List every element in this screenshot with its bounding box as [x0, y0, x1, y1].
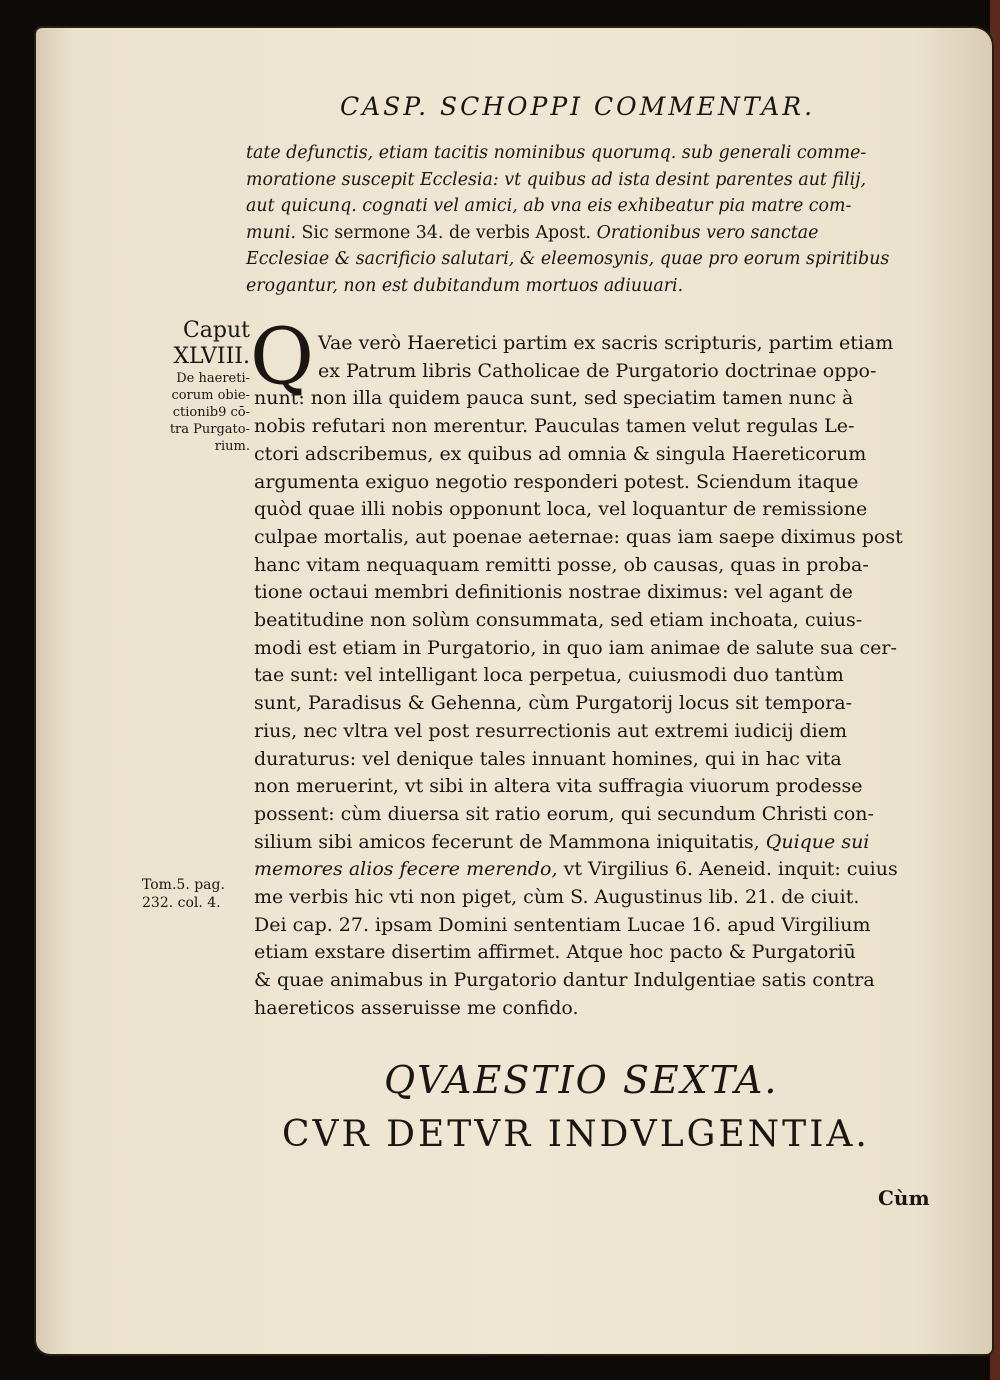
- body-line: argumenta exiguo negotio responderi potest. Sciendum itaque: [254, 470, 859, 493]
- quote-line: [246, 220, 936, 247]
- body-line: tae sunt: vel intelligant loca perpetua, cuiusmodi duo tantùm: [254, 664, 844, 687]
- question-subtitle: CVR DETVR INDVLGENTIA.: [282, 1114, 870, 1155]
- margin-reference-line: Tom.5. pag.: [142, 877, 225, 893]
- body-line-italic: Quique sui: [765, 830, 870, 853]
- body-line: etiam exstare disertim affirmet. Atque hoc pacto & Purgatoriū: [254, 941, 856, 964]
- body-line: beatitudine non solùm consummata, sed etiam inchoata, cuius-: [254, 609, 863, 632]
- body-line: sunt, Paradisus & Gehenna, cùm Purgatorij locus sit tempora-: [254, 692, 853, 715]
- quote-line-italic: Orationibus vero sanctae: [596, 222, 819, 243]
- catchword: Cùm: [878, 1186, 930, 1210]
- body-line: nunt: non illa quidem pauca sunt, sed speciatim tamen nunc à: [254, 387, 854, 410]
- body-line: [254, 856, 944, 884]
- chapter-number: XLVIII.: [173, 344, 250, 369]
- chapter-margin-heading: [130, 318, 250, 455]
- margin-reference-line: 232. col. 4.: [142, 895, 221, 911]
- margin-note-line: rium.: [214, 439, 250, 454]
- quote-line: aut quicunq. cognati vel amici, ab vna eis exhibeatur pia matre com-: [246, 196, 852, 217]
- body-line: possent: cùm diuersa sit ratio eorum, qui secundum Christi con-: [254, 802, 874, 825]
- body-line-text: silium sibi amicos fecerunt de Mammona iniquitatis,: [254, 830, 760, 853]
- quote-citation: Sic sermone 34. de verbis Apost.: [301, 222, 592, 243]
- margin-note-line: ctionib9 cō-: [172, 405, 250, 420]
- body-line: duraturus: vel denique tales innuant homines, qui in hac vita: [254, 747, 842, 770]
- body-line: haereticos asseruisse me confido.: [254, 996, 579, 1019]
- quote-line: erogantur, non est dubitandum mortuos adiuuari.: [246, 275, 684, 296]
- quote-line: moratione suscepit Ecclesia: vt quibus ad ista desint parentes aut filij,: [246, 169, 867, 190]
- body-line-italic: memores alios fecere merendo,: [254, 858, 558, 881]
- body-line: ctori adscribemus, ex quibus ad omnia & singula Haereticorum: [254, 442, 867, 465]
- body-line: quòd quae illi nobis opponunt loca, vel loquantur de remissione: [254, 498, 868, 521]
- body-line: hanc vitam nequaquam remitti posse, ob causas, quas in proba-: [254, 553, 869, 576]
- caput-label: Caput: [182, 318, 250, 343]
- body-line-text: vt Virgilius 6. Aeneid. inquit: cuius: [563, 858, 898, 881]
- body-line: culpae mortalis, aut poenae aeternae: quas iam saepe diximus post: [254, 525, 903, 548]
- body-line: nobis refutari non merentur. Pauculas tamen velut regulas Le-: [254, 415, 855, 438]
- body-line: [254, 829, 944, 857]
- margin-note-line: corum obie-: [171, 388, 250, 403]
- quote-line: tate defunctis, etiam tacitis nominibus quorumq. sub generali comme-: [246, 143, 867, 163]
- running-head: CASP. SCHOPPI COMMENTAR.: [340, 92, 816, 121]
- margin-reference: [142, 876, 262, 912]
- quotation-block: [246, 140, 936, 300]
- body-line: ex Patrum libris Catholicae de Purgatorio doctrinae oppo-: [318, 359, 877, 382]
- quote-line-italic: muni.: [246, 222, 296, 243]
- body-line: modi est etiam in Purgatorio, in quo iam animae de salute sua cer-: [254, 636, 897, 659]
- question-title: QVAESTIO SEXTA.: [384, 1058, 779, 1102]
- body-line: Vae verò Haeretici partim ex sacris scripturis, partim etiam: [318, 332, 894, 354]
- body-line: Dei cap. 27. ipsam Domini sententiam Lucae 16. apud Virgilium: [254, 913, 871, 936]
- margin-note-line: De haereti-: [176, 371, 250, 386]
- body-line: tione octaui membri definitionis nostrae diximus: vel agant de: [254, 581, 853, 604]
- body-text: [254, 330, 944, 1023]
- drop-cap: Q: [250, 312, 314, 402]
- body-line: & quae animabus in Purgatorio dantur Indulgentiae satis contra: [254, 969, 875, 992]
- quote-line: Ecclesiae & sacrificio salutari, & eleemosynis, quae pro eorum spiritibus: [246, 249, 890, 270]
- margin-note-line: tra Purgato-: [169, 422, 250, 437]
- body-line: rius, nec vltra vel post resurrectionis aut extremi iudicij diem: [254, 719, 848, 742]
- body-line: non meruerint, vt sibi in altera vita suffragia viuorum prodesse: [254, 775, 863, 798]
- body-line: me verbis hic vti non piget, cùm S. Augustinus lib. 21. de ciuit.: [254, 886, 860, 909]
